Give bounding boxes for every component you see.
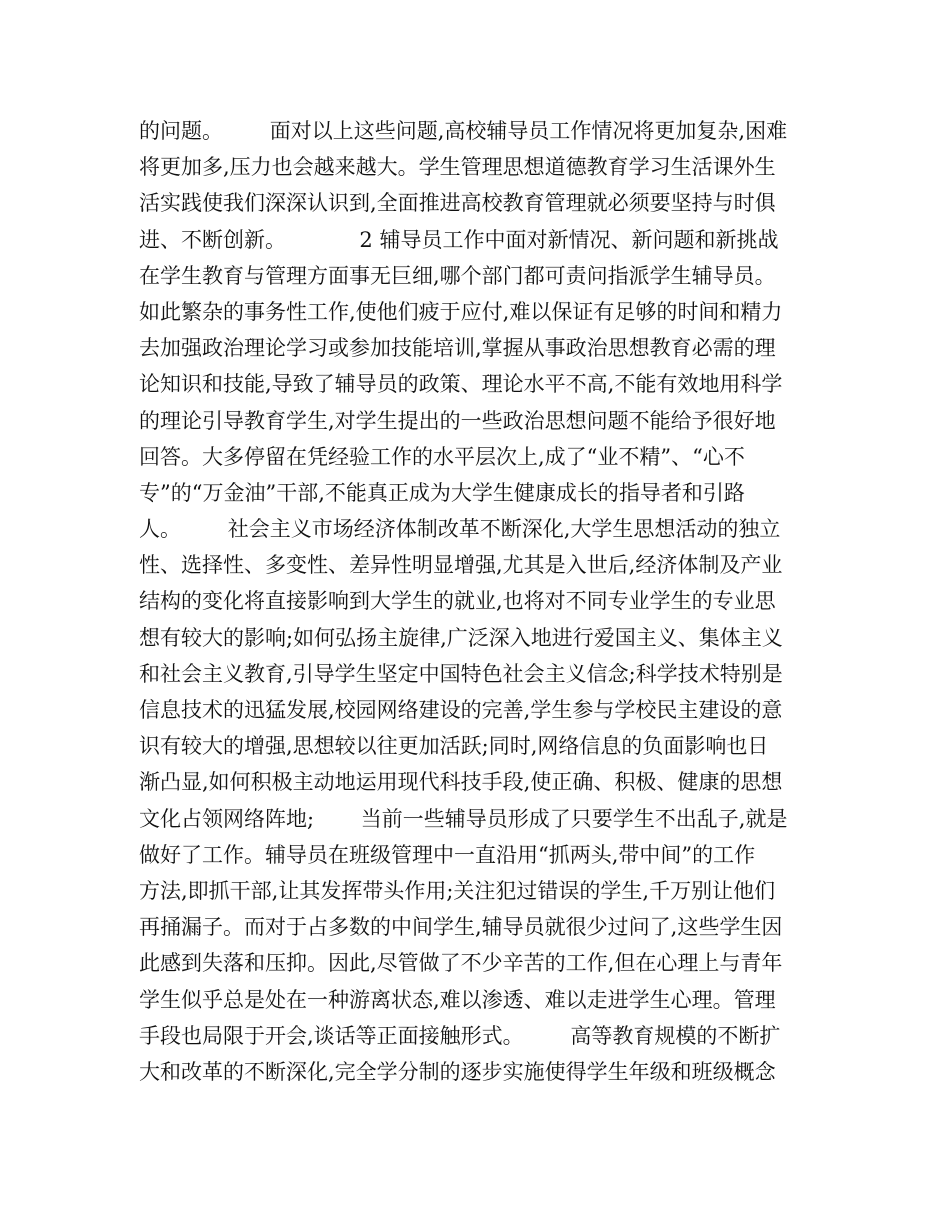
text-line: 此感到失落和压抑。因此,尽管做了不少辛苦的工作,但在心理上与青年: [139, 951, 783, 976]
text-line: 信息技术的迅猛发展,校园网络建设的完善,学生参与学校民主建设的意: [139, 698, 783, 722]
text-line: 结构的变化将直接影响到大学生的就业,也将对不同专业学生的专业思: [139, 589, 776, 614]
text-line: 手段也局限于开会,谈话等正面接触形式。 高等教育规模的不断扩: [139, 1023, 781, 1048]
text-line: 在学生教育与管理方面事无巨细,哪个部门都可责问指派学生辅导员。: [139, 263, 776, 288]
text-line: 进、不断创新。 2 辅导员工作中面对新情况、新问题和新挑战: [139, 227, 779, 252]
text-line: 性、选择性、多变性、差异性明显增强,尤其是入世后,经济体制及产业: [139, 553, 783, 578]
text-line: 回答。大多停留在凭经验工作的水平层次上,成了“业不精”、“心不: [139, 444, 745, 469]
text-line: 再捅漏子。而对于占多数的中间学生,辅导员就很少过问了,这些学生因: [139, 915, 783, 940]
text-line: 大和改革的不断深化,完全学分制的逐步实施使得学生年级和班级概念: [139, 1059, 776, 1084]
text-line: 学生似乎总是处在一种游离状态,难以渗透、难以走进学生心理。管理: [139, 987, 776, 1012]
text-line: 想有较大的影响;如何弘扬主旋律,广泛深入地进行爱国主义、集体主义: [139, 625, 783, 650]
text-line: 将更加多,压力也会越来越大。学生管理思想道德教育学习生活课外生: [139, 155, 776, 180]
text-line: 如此繁杂的事务性工作,使他们疲于应付,难以保证有足够的时间和精力: [139, 299, 783, 324]
text-line: 去加强政治理论学习或参加技能培训,掌握从事政治思想教育必需的理: [139, 336, 776, 361]
text-line: 专”的“万金油”干部,不能真正成为大学生健康成长的指导者和引路: [139, 480, 745, 505]
text-line: 的理论引导教育学生,对学生提出的一些政治思想问题不能给予很好地: [139, 408, 776, 433]
text-line: 文化占领网络阵地; 当前一些辅导员形成了只要学生不出乱子,就是: [139, 806, 788, 831]
text-line: 活实践使我们深深认识到,全面推进高校教育管理就必须要坚持与时俱: [139, 191, 776, 216]
text-line: 识有较大的增强,思想较以往更加活跃;同时,网络信息的负面影响也日: [139, 734, 769, 759]
text-line: 的问题。 面对以上这些问题,高校辅导员工作情况将更加复杂,困难: [139, 119, 788, 143]
body-text: [139, 113, 819, 1090]
text-line: 论知识和技能,导致了辅导员的政策、理论水平不高,不能有效地用科学: [139, 372, 783, 397]
text-line: 方法,即抓干部,让其发挥带头作用;关注犯过错误的学生,千万别让他们: [139, 878, 776, 903]
text-line: 渐凸显,如何积极主动地运用现代科技手段,使正确、积极、健康的思想: [139, 770, 783, 795]
text-line: 做好了工作。辅导员在班级管理中一直沿用“抓两头,带中间”的工作: [139, 842, 756, 867]
text-line: 人。 社会主义市场经济体制改革不断深化,大学生思想活动的独立: [139, 517, 781, 542]
text-line: 和社会主义教育,引导学生坚定中国特色社会主义信念;科学技术特别是: [139, 661, 783, 686]
